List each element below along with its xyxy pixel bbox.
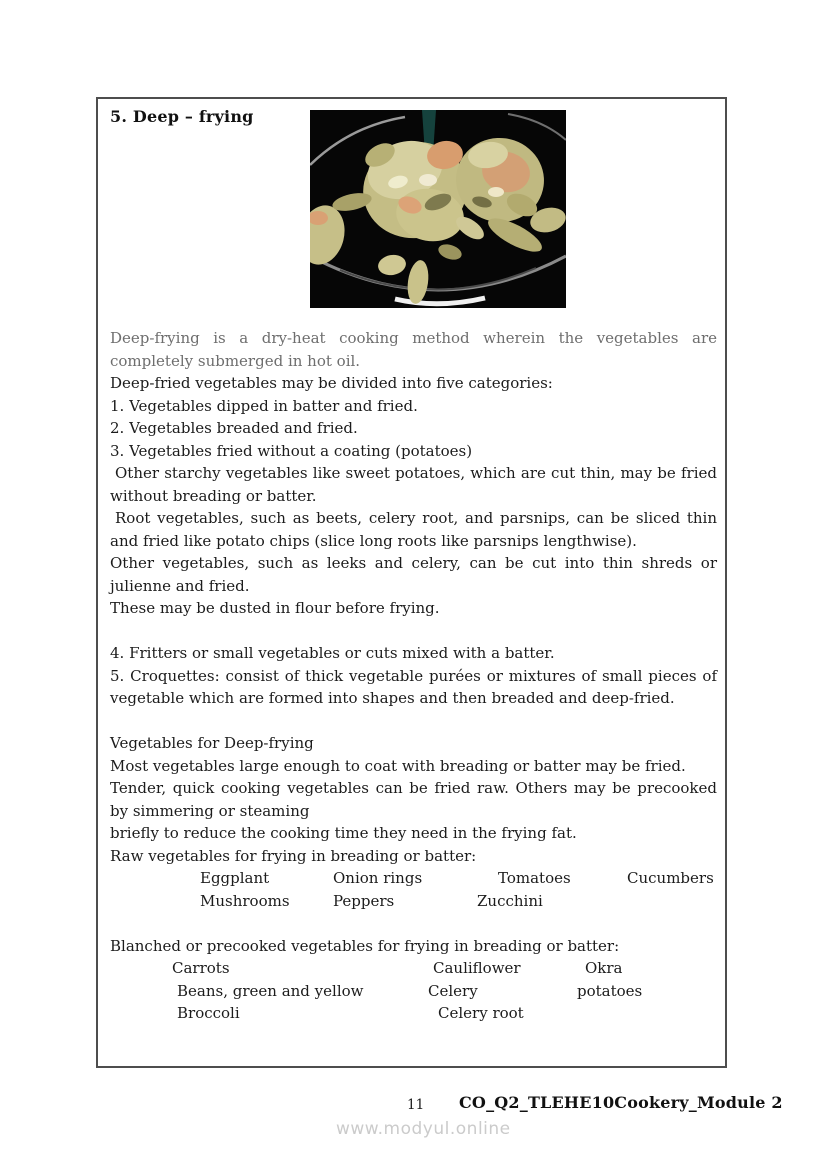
veg-item: Beans, green and yellow [177, 981, 364, 1000]
flour-note: These may be dusted in flour before frying. [110, 599, 440, 617]
veg-item: potatoes [577, 981, 643, 1000]
box-header-area [98, 99, 725, 327]
raw-veg-row-1 [110, 867, 717, 890]
blank-line [110, 912, 717, 935]
veg-note-2: Tender, quick cooking vegetables can be fried raw. Others may be precooked by simmering or steaming [110, 779, 717, 820]
page-number: 11 [407, 1097, 425, 1113]
veg-item: Celery [428, 981, 478, 1000]
content-box [96, 97, 727, 1068]
veg-item: Mushrooms [200, 891, 290, 910]
section-heading: 5. Deep – frying [110, 107, 254, 126]
category-item-1: 1. Vegetables dipped in batter and fried. [110, 396, 418, 415]
category-item-5: 5. Croquettes: consist of thick vegetable purées or mixtures of small pieces of vegetable which are formed into shapes and then breaded and deep-fried. [110, 666, 717, 707]
veg-item: Tomatoes [498, 869, 571, 887]
body-text [98, 327, 725, 1025]
intro-paragraph: Deep-frying is a dry-heat cooking method wherein the vegetables are completely submerged in hot oil. [110, 329, 717, 370]
vegetables-section-title: Vegetables for Deep-frying [110, 734, 314, 752]
category-item-2: 2. Vegetables breaded and fried. [110, 419, 358, 437]
category-item-3: 3. Vegetables fried without a coating (potatoes) [110, 441, 473, 460]
veg-item: Peppers [333, 891, 395, 910]
veg-item: Carrots [172, 959, 230, 977]
veg-item: Cauliflower [433, 959, 521, 977]
veg-item: Cucumbers [627, 869, 714, 887]
module-code: CO_Q2_TLEHE10Cookery_Module 2 [459, 1093, 783, 1112]
blanched-veg-row-3 [110, 1002, 717, 1025]
veg-item: Celery root [438, 1004, 524, 1022]
raw-veg-row-2 [110, 890, 717, 913]
veg-item: Okra [585, 959, 623, 977]
veg-item: Zucchini [477, 891, 543, 910]
blank-line [110, 710, 717, 733]
raw-vegetables-label: Raw vegetables for frying in breading or batter: [110, 846, 477, 865]
veg-note-1: Most vegetables large enough to coat with breading or batter may be fried. [110, 756, 686, 775]
categories-intro: Deep-fried vegetables may be divided into five categories: [110, 374, 553, 392]
veg-item: Onion rings [333, 869, 423, 887]
starchy-note: Other starchy vegetables like sweet potatoes, which are cut thin, may be fried without breading or batter. [110, 464, 717, 505]
category-item-4: 4. Fritters or small vegetables or cuts mixed with a batter. [110, 644, 555, 662]
veg-note-3: briefly to reduce the cooking time they need in the frying fat. [110, 824, 577, 842]
blank-line [110, 620, 717, 643]
watermark: www.modyul.online [336, 1119, 511, 1139]
deep-fried-vegetables-photo [310, 110, 566, 308]
blanched-veg-row-1 [110, 957, 717, 980]
veg-item: Broccoli [177, 1004, 240, 1022]
blanched-vegetables-label: Blanched or precooked vegetables for frying in breading or batter: [110, 936, 620, 955]
other-note: Other vegetables, such as leeks and celery, can be cut into thin shreds or julienne and fried. [110, 554, 717, 595]
root-note: Root vegetables, such as beets, celery root, and parsnips, can be sliced thin and fried like potato chips (slice long roots like parsnips lengthwise). [110, 509, 717, 550]
blanched-veg-row-2 [110, 980, 717, 1003]
veg-item: Eggplant [200, 869, 270, 887]
